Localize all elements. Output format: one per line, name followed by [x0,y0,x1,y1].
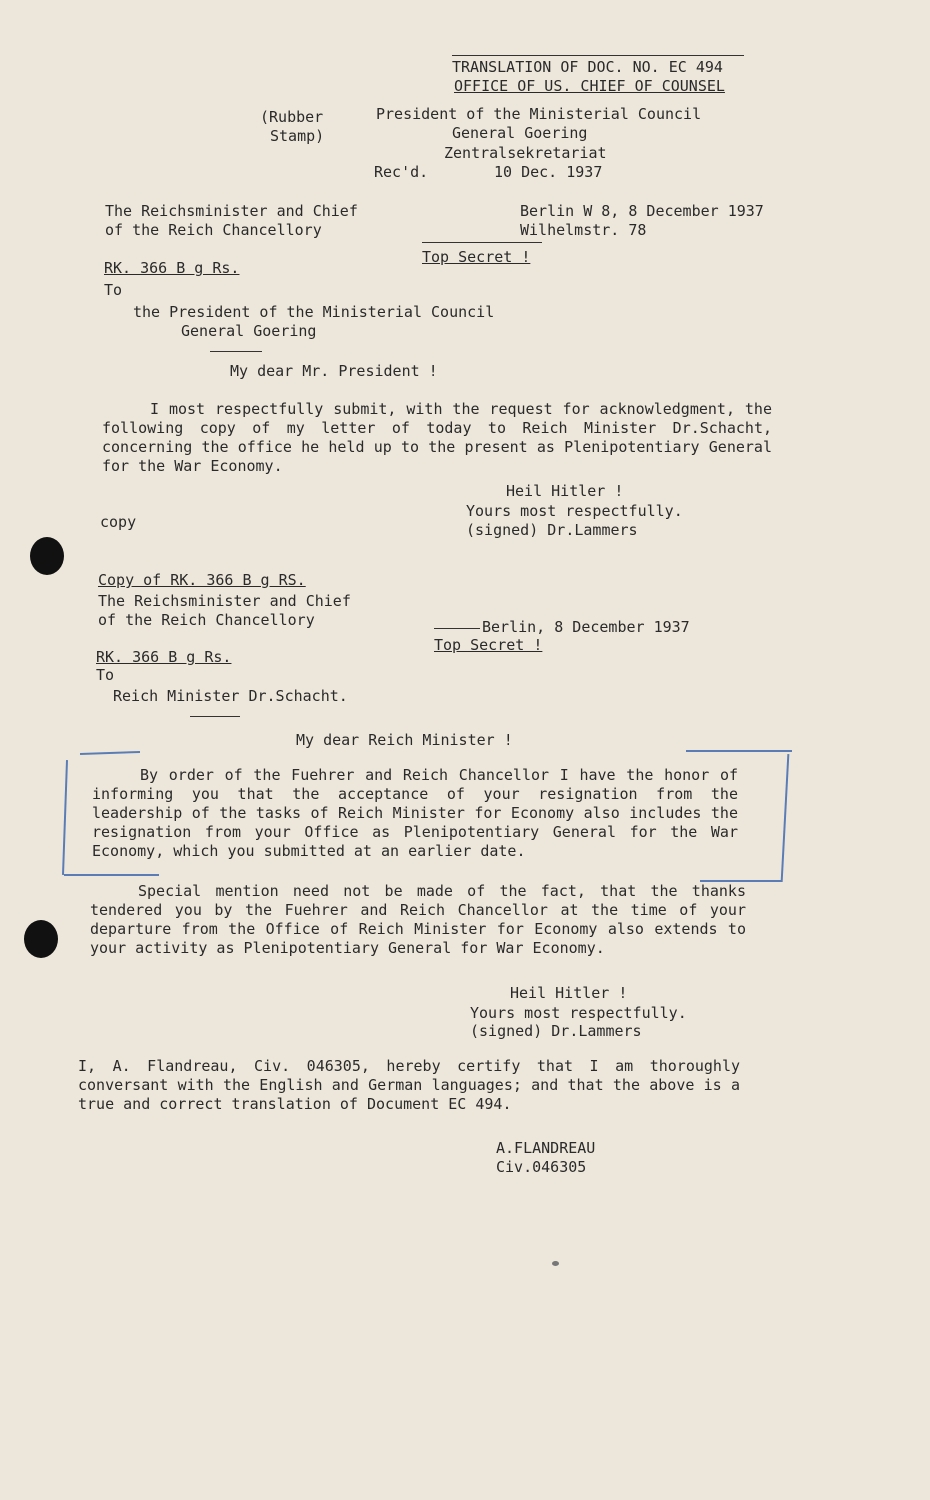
street-address: Wilhelmstr. 78 [520,221,647,239]
stamp-label-1: (Rubber [260,108,324,126]
sender-line-1: The Reichsminister and Chief [105,202,358,220]
reference-number: RK. 366 B g Rs. [104,259,240,277]
header-line-1: TRANSLATION OF DOC. NO. EC 494 [452,58,723,76]
ink-mark [552,1261,559,1266]
blue-pencil-left [62,760,68,875]
blue-pencil-top-left [80,751,140,755]
copy-signature: (signed) Dr.Lammers [470,1022,642,1040]
copy-closing-heil: Heil Hitler ! [510,984,628,1002]
copy-label: copy [100,513,137,531]
signature: (signed) Dr.Lammers [466,521,638,539]
to-label: To [104,281,123,299]
copy-divider [190,716,240,717]
stamp-line-3: Zentralsekretariat [444,144,607,162]
copy-body-paragraph-1: By order of the Fuehrer and Reich Chancellor I have the honor of informing you that the acceptance of your resignation from the leadership of the tasks of Reich Minister for Economy also includes the resignation from your Office as Plenipotentiary General for the War Economy, which you submitted at an earlier date. [92,766,738,860]
copy-reference-number: RK. 366 B g Rs. [96,648,232,666]
blue-pencil-right [781,754,790,882]
copy-salutation: My dear Reich Minister ! [296,731,513,749]
sender-line-2: of the Reich Chancellory [105,221,322,239]
closing-respectfully: Yours most respectfully. [466,502,683,520]
place-date: Berlin W 8, 8 December 1937 [520,202,764,220]
stamp-date: 10 Dec. 1937 [494,163,603,181]
copy-classification: Top Secret ! [434,636,543,654]
recipient-line-2: General Goering [181,322,317,340]
salutation: My dear Mr. President ! [230,362,438,380]
translator-civ-number: Civ.046305 [496,1158,587,1176]
blue-pencil-bottom-left [64,874,159,876]
classification-rule [422,242,542,243]
letter-body-paragraph: I most respectfully submit, with the request for acknowledgment, the following copy of my letter of today to Reich Minister Dr.Schacht, concerning the office he held up to the present as Plenipotentiary General for the War Economy. [102,400,772,475]
punch-hole [24,920,58,958]
stamp-line-2: General Goering [452,124,588,142]
stamp-label-2: Stamp) [270,127,325,145]
header-line-2: OFFICE OF US. CHIEF OF COUNSEL [454,77,725,95]
copy-body-paragraph-2: Special mention need not be made of the fact, that the thanks tendered you by the Fuehrer and Reich Chancellor at the time of your departure from the Office of Reich Minister for Economy also extends to your activity as Plenipotentiary General for War Economy. [90,882,746,957]
divider [210,351,262,352]
copy-sender-line-1: The Reichsminister and Chief [98,592,351,610]
classification-top-secret: Top Secret ! [422,248,531,266]
copy-closing-respectfully: Yours most respectfully. [470,1004,687,1022]
stamp-recd-label: Rec'd. [374,163,429,181]
closing-heil: Heil Hitler ! [506,482,624,500]
copy-sender-line-2: of the Reich Chancellory [98,611,315,629]
date-dash [434,628,480,629]
certification-text: I, A. Flandreau, Civ. 046305, hereby certify that I am thoroughly conversant with the English and German languages; and that the above is a true and correct translation of Document EC 494. [78,1057,740,1113]
copy-heading: Copy of RK. 366 B g RS. [98,571,306,589]
copy-place-date: Berlin, 8 December 1937 [482,618,690,636]
copy-recipient: Reich Minister Dr.Schacht. [113,687,348,705]
stamp-line-1: President of the Ministerial Council [376,105,702,123]
translator-name: A.FLANDREAU [496,1139,596,1157]
copy-to-label: To [96,666,115,684]
header-top-rule [452,55,744,56]
recipient-line-1: the President of the Ministerial Council [133,303,495,321]
blue-pencil-top-right [686,750,792,752]
punch-hole [30,537,64,575]
